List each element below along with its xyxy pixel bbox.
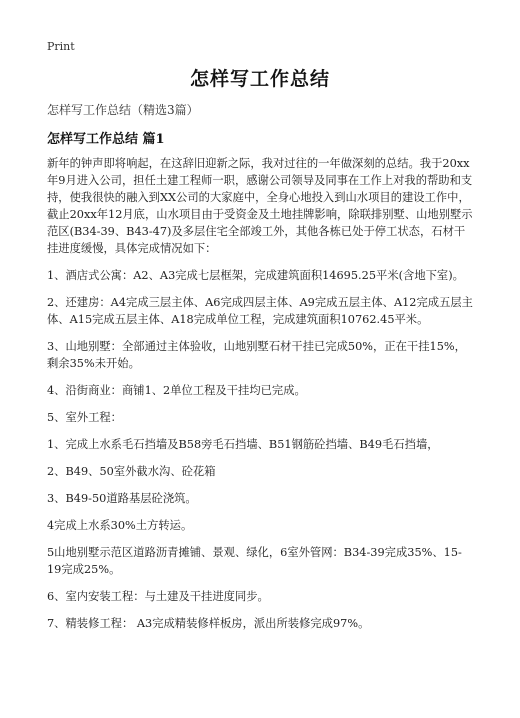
- paragraph: 4、沿街商业：商铺1、2单位工程及干挂均已完成。: [47, 384, 306, 397]
- paragraph: 1、酒店式公寓：A2、A3完成七层框架，完成建筑面积14695.25平米(含地下室)。: [47, 269, 464, 282]
- page-title: 怎样写工作总结: [189, 68, 330, 90]
- paragraph: 3、山地别墅：全部通过主体验收，山地别墅石材干挂已完成50%，正在干挂15%，剩余35%未开始。: [47, 340, 466, 370]
- paragraph: 5、室外工程：: [47, 411, 122, 424]
- paragraph: 新年的钟声即将响起，在这辞旧迎新之际，我对过往的一年做深刻的总结。我于20xx年9月进入公司，担任土建工程师一职，感谢公司领导及同事在工作上对我的帮助和支持，使我很快的融入到XX公司的大家庭中，全身心地投入到山水项目的建设工作中，截止20xx年12月底，山水项目由于受资金及土地挂牌影响，除联排别墅、山地别墅示范区(B34-39、B43-47)及多层住宅全部竣工外，其他各栋已处于停工状态，石材干挂进度缓慢，具体完成情况如下：: [47, 157, 473, 255]
- paragraph: 3、B49-50道路基层砼浇筑。: [47, 492, 197, 505]
- paragraph: 1、完成上水系毛石挡墙及B58旁毛石挡墙、B51钢筋砼挡墙、B49毛石挡墙，: [47, 438, 439, 451]
- section-heading: 怎样写工作总结 篇1: [47, 132, 165, 147]
- paragraph: 2、B49、50室外截水沟、砼花箱: [47, 465, 216, 478]
- paragraph: 4完成上水系30%土方转运。: [47, 519, 193, 532]
- document-body: [47, 155, 475, 642]
- paragraph: 5山地别墅示范区道路沥青摊铺、景观、绿化，6室外管网：B34-39完成35%、15-19完成25%。: [47, 546, 462, 576]
- paragraph: 6、室内安装工程：与土建及干挂进度同步。: [47, 590, 269, 603]
- print-label: Print: [47, 40, 75, 53]
- paragraph: 2、还建房：A4完成三层主体、A6完成四层主体、A9完成五层主体、A12完成五层主体、A15完成五层主体、A18完成单位工程，完成建筑面积10762.45平米。: [47, 296, 473, 326]
- document-subtitle: 怎样写工作总结（精选3篇）: [47, 103, 199, 117]
- paragraph: 7、精装修工程： A3完成精装修样板房，派出所装修完成97%。: [47, 617, 370, 630]
